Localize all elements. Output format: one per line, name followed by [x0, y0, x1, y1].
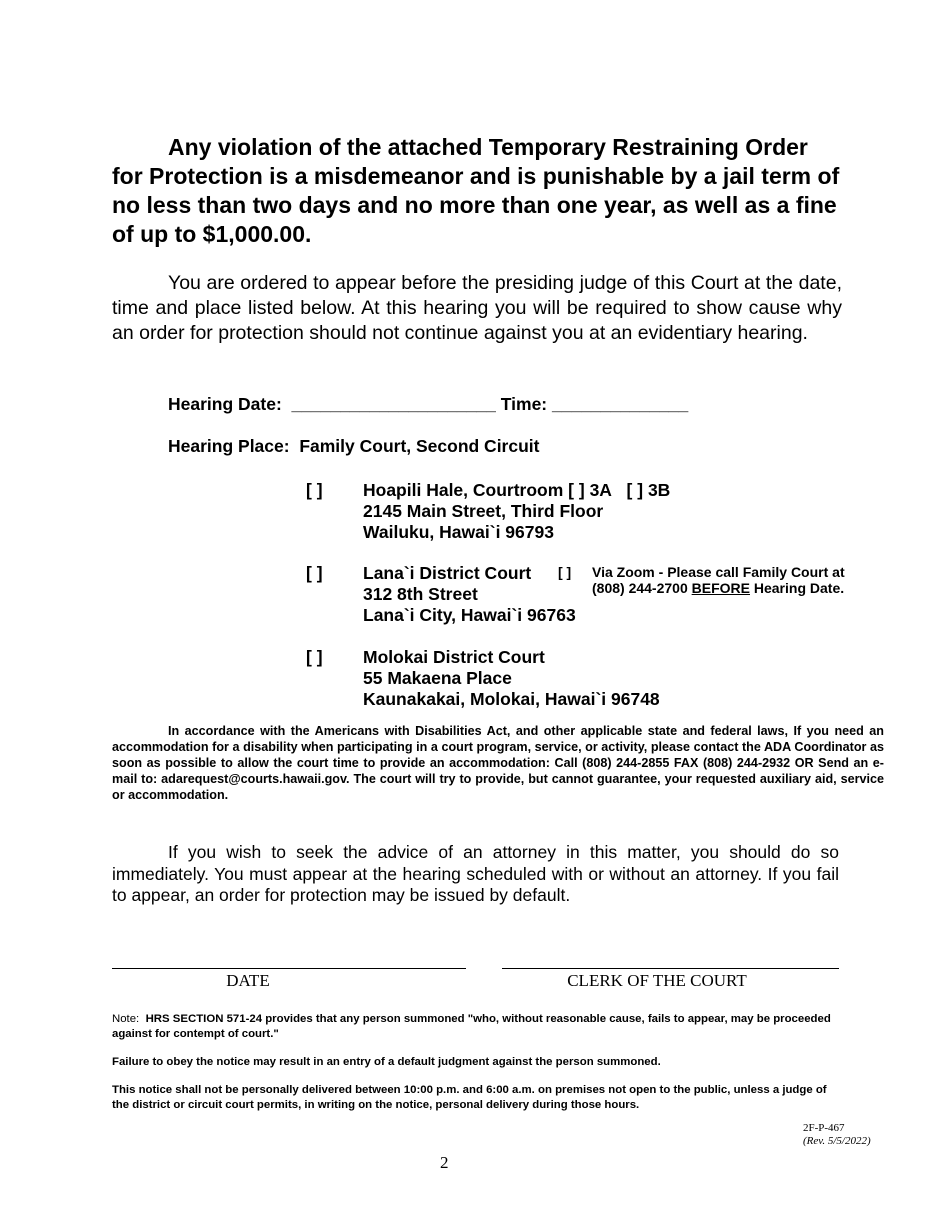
- molokai-line-2: 55 Makaena Place: [363, 668, 512, 688]
- molokai-line-3: Kaunakakai, Molokai, Hawai`i 96748: [363, 689, 660, 709]
- zoom-checkbox: [ ]: [558, 564, 572, 580]
- hearing-date-label: Hearing Date:: [168, 394, 282, 414]
- hearing-time-blank: ______________: [552, 394, 689, 414]
- default-judgment-text: Failure to obey the notice may result in an entry of a default judgment against the person summoned.: [112, 1056, 661, 1068]
- hearing-place-row: [168, 436, 540, 457]
- order-to-appear-paragraph: You are ordered to appear before the presiding judge of this Court at the date, time and place listed below. At this hearing you will be required to show cause why an order for protection should not continue against you at an evidentiary hearing.: [112, 272, 842, 344]
- hoapili-name: Hoapili Hale, Courtroom: [363, 480, 564, 500]
- form-revision: (Rev. 5/5/2022): [803, 1135, 871, 1147]
- clerk-label: CLERK OF THE COURT: [567, 971, 747, 990]
- courtroom-3b-checkbox: [ ]: [626, 480, 644, 500]
- lanai-address: [363, 563, 576, 626]
- molokai-address: [363, 647, 660, 710]
- hoapili-line-2: 2145 Main Street, Third Floor: [363, 501, 604, 521]
- lanai-line-1: Lana`i District Court: [363, 563, 532, 583]
- lanai-line-2: 312 8th Street: [363, 584, 478, 604]
- ada-notice: In accordance with the Americans with Disabilities Act, and other applicable state and federal laws, If you need an accommodation for a disability when participating in a court program, service, or activity, please contact the ADA Coordinator as soon as possible to allow the court time to provide an accommodation: Call (808) 244-2855 FAX (808) 244-2932 OR Send an e-mail to: adarequest@courts.hawaii.gov. The court will try to provide, but cannot guarantee, your requested auxiliary aid, service or accommodation.: [112, 724, 884, 802]
- attorney-advice-paragraph: If you wish to seek the advice of an attorney in this matter, you should do so immediately. You must appear at the hearing scheduled with or without an attorney. If you fail to appear, an order for protection may be issued by default.: [112, 842, 839, 905]
- molokai-checkbox: [ ]: [306, 647, 323, 667]
- hearing-place-value: Family Court, Second Circuit: [299, 436, 540, 456]
- zoom-line-2: [592, 580, 845, 596]
- hoapili-line-3: Wailuku, Hawai`i 96793: [363, 522, 554, 542]
- before-emphasis: BEFORE: [691, 580, 750, 596]
- courtroom-3b-label: 3B: [647, 480, 671, 500]
- form-number: 2F-P-467: [803, 1122, 845, 1134]
- hearing-date-blank: _____________________: [291, 394, 496, 414]
- zoom-option: [592, 564, 845, 596]
- note-prefix: Note:: [112, 1013, 140, 1025]
- family-court-phone: (808) 244-2700: [592, 580, 688, 596]
- hoapili-address: [363, 480, 670, 543]
- violation-warning: Any violation of the attached Temporary Restraining Order for Protection is a misdemeanor and is punishable by a jail term of no less than two days and no more than one year, as well as a fine of up to $1,000.00.: [112, 134, 840, 247]
- hearing-date-suffix: Hearing Date.: [753, 580, 845, 596]
- date-label: DATE: [226, 971, 270, 990]
- delivery-text: This notice shall not be personally delivered between 10:00 p.m. and 6:00 a.m. on premises not open to the public, unless a judge of the district or circuit court permits, in writing on the notice, personal delivery during those hours.: [112, 1084, 827, 1111]
- hearing-place-label: Hearing Place:: [168, 436, 290, 456]
- delivery-note: [112, 1083, 840, 1113]
- hrs-note: [112, 1012, 840, 1042]
- form-number-block: [803, 1122, 871, 1148]
- hearing-time-label: Time:: [500, 394, 548, 414]
- hoapili-checkbox: [ ]: [306, 480, 323, 500]
- hearing-date-row: [168, 394, 688, 415]
- page-number: 2: [440, 1153, 449, 1172]
- molokai-line-1: Molokai District Court: [363, 647, 545, 667]
- date-signature-line: [112, 968, 466, 969]
- zoom-line-1: Via Zoom - Please call Family Court at: [592, 564, 845, 580]
- lanai-checkbox: [ ]: [306, 563, 323, 583]
- hrs-section-text: HRS SECTION 571-24 provides that any person summoned "who, without reasonable cause, fails to appear, may be proceeded against for contempt of court.": [112, 1013, 831, 1040]
- clerk-signature-line: [502, 968, 839, 969]
- courtroom-3a-checkbox: [ ]: [568, 480, 585, 500]
- courtroom-3a-label: 3A: [589, 480, 612, 500]
- hoapili-line-1: [363, 480, 670, 501]
- default-judgment-note: [112, 1055, 840, 1070]
- lanai-line-3: Lana`i City, Hawai`i 96763: [363, 605, 576, 625]
